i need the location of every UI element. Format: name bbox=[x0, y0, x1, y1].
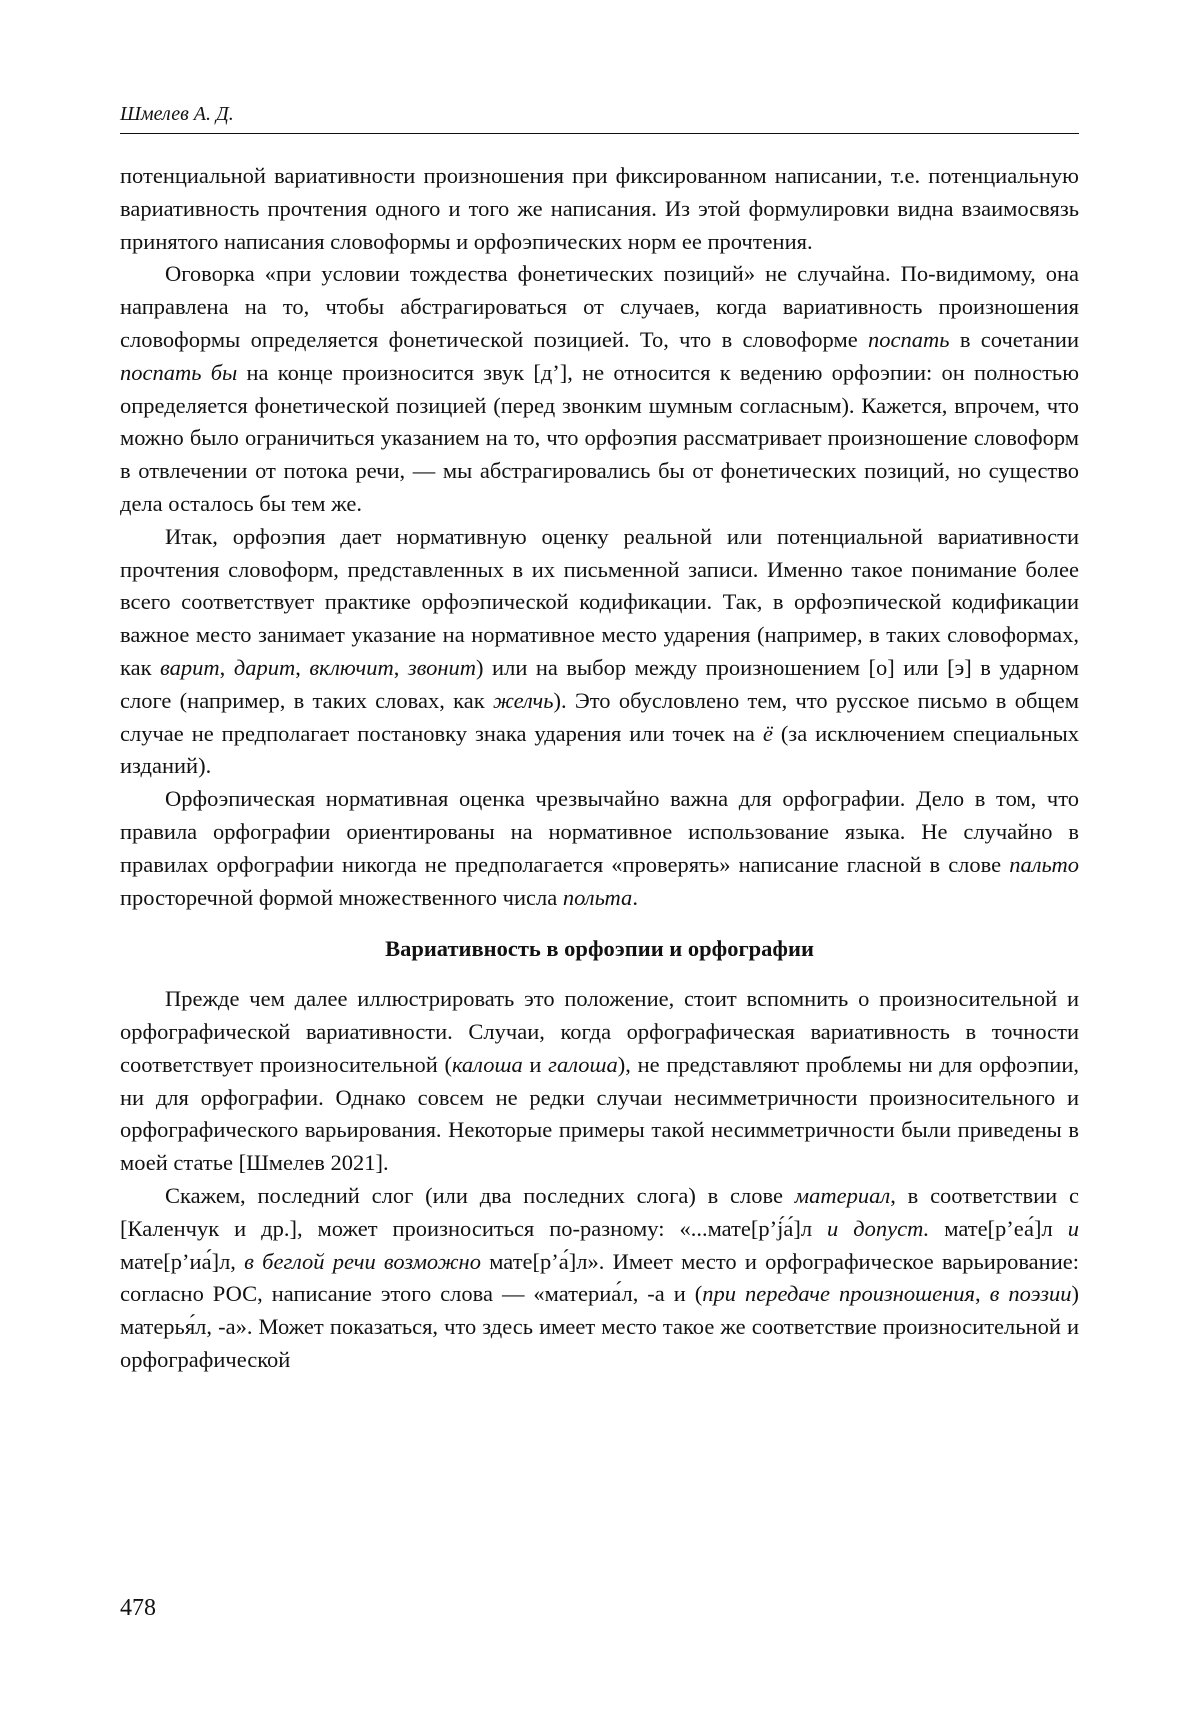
text-run: , bbox=[393, 654, 408, 680]
text-run: просторечной формой множественного числа bbox=[120, 884, 563, 910]
article-body bbox=[120, 160, 1079, 1377]
text-run: мате[р’а́]л». Имеет место и орфографическое варьирование: согласно РОС, написание этого слова — «материа́л, -а и ( bbox=[120, 1248, 1079, 1307]
italic-term: поспать bbox=[868, 326, 950, 352]
italic-term: при передаче произношения bbox=[702, 1281, 976, 1307]
text-run: Оговорка «при условии тождества фонетических позиций» не случайна. По-видимому, она направлена на то, чтобы абстрагироваться от случаев, когда вариативность произношения словоформы определяется фонетической позицией. То, что в словоформе bbox=[120, 261, 1079, 352]
header-rule bbox=[120, 133, 1079, 134]
text-run: , bbox=[975, 1281, 990, 1307]
text-run: ) или на выбор между произношением [о] или [э] в ударном слоге (например, в таких словах, как bbox=[120, 654, 1080, 713]
paragraph bbox=[120, 521, 1079, 783]
text-run: Итак, орфоэпия дает нормативную оценку реальной или потенциальной вариативности прочтения словоформ, представленных в их письменной записи. Именно такое понимание более всего соответствует практике орфоэпической кодификации. Так, в орфоэпической кодификации важное место занимает указание на нормативное место ударения (например, в таких словоформах, как bbox=[120, 523, 1079, 680]
italic-term: дарит bbox=[233, 654, 296, 680]
text-run: ) матерья́л, -а». Может показаться, что здесь имеет место такое же соответствие произносительной и орфографической bbox=[120, 1281, 1079, 1372]
text-run: , в соответствии с [Каленчук и др.], может произноситься по-разному: «...мате[р’j́а́]л bbox=[120, 1182, 1079, 1241]
italic-term: звонит bbox=[407, 654, 477, 680]
italic-term: галоша bbox=[548, 1051, 618, 1077]
running-header-author: Шмелев А. Д. bbox=[120, 103, 234, 125]
text-run: на конце произносится звук [д’], не относится к ведению орфоэпии: он полностью определяется фонетической позицией (перед звонким шумным согласным). Кажется, впрочем, что можно было ограничиться указанием на то, что орфоэпия рассматривает произношение словоформ в отвлечении от потока речи, — мы абстрагировались бы от фонетических позиций, но существо дела осталось бы тем же. bbox=[120, 359, 1080, 516]
italic-term: ё bbox=[762, 720, 773, 746]
text-run: мате[р’иа́]л, bbox=[120, 1248, 245, 1274]
italic-term: пальто bbox=[1009, 851, 1079, 877]
text-run: мате[р’еа́]л bbox=[929, 1215, 1068, 1241]
paragraph bbox=[120, 160, 1079, 258]
text-run: Орфоэпическая нормативная оценка чрезвычайно важна для орфографии. Дело в том, что правила орфографии ориентированы на нормативное использование языка. Не случайно в правилах орфографии никогда не предполагается «проверять» написание гласной в слове bbox=[120, 786, 1079, 877]
italic-term: и допуст. bbox=[827, 1215, 930, 1241]
italic-term: в поэзии bbox=[989, 1281, 1072, 1307]
italic-term: польта bbox=[562, 884, 633, 910]
italic-term: желчь bbox=[492, 687, 554, 713]
text-run: , bbox=[295, 654, 310, 680]
text-run: Прежде чем далее иллюстрировать это положение, стоит вспомнить о произносительной и орфографической вариативности. Случаи, когда орфографическая вариативность в точности соответствует произносительной ( bbox=[120, 986, 1079, 1077]
paragraph bbox=[120, 983, 1079, 1180]
text-run: Скажем, последний слог (или два последних слога) в слове bbox=[165, 1182, 795, 1208]
text-run: . bbox=[632, 884, 638, 910]
text-run: (за исключением специальных изданий). bbox=[120, 720, 1080, 779]
paragraph bbox=[120, 258, 1079, 520]
text-run: , bbox=[219, 654, 234, 680]
italic-term: материал bbox=[794, 1182, 891, 1208]
italic-term: включит bbox=[309, 654, 394, 680]
italic-term: поспать бы bbox=[120, 359, 238, 385]
page-number: 478 bbox=[120, 1595, 156, 1621]
text-run: ). Это обусловлено тем, что русское письмо в общем случае не предполагает постановку знака ударения или точек на bbox=[120, 687, 1079, 746]
italic-term: калоша bbox=[451, 1051, 523, 1077]
text-run: в сочетании bbox=[949, 326, 1079, 352]
text-run: потенциальной вариативности произношения при фиксированном написании, т.е. потенциальную вариативность прочтения одного и того же написания. Из этой формулировки видна взаимосвязь принятого написания словоформы и орфоэпических норм ее прочтения. bbox=[120, 163, 1079, 254]
text-run: и bbox=[522, 1051, 549, 1077]
italic-term: и bbox=[1067, 1215, 1079, 1241]
paragraph bbox=[120, 1180, 1079, 1377]
text-run: ), не представляют проблемы ни для орфоэпии, ни для орфографии. Однако совсем не редки случаи несимметричности произносительного и орфографического варьирования. Некоторые примеры такой несимметричности были приведены в моей статье [Шмелев 2021]. bbox=[120, 1051, 1079, 1176]
section-heading: Вариативность в орфоэпии и орфографии bbox=[385, 936, 814, 962]
italic-term: варит bbox=[160, 654, 220, 680]
paragraph bbox=[120, 783, 1079, 914]
italic-term: в беглой речи возможно bbox=[244, 1248, 481, 1274]
